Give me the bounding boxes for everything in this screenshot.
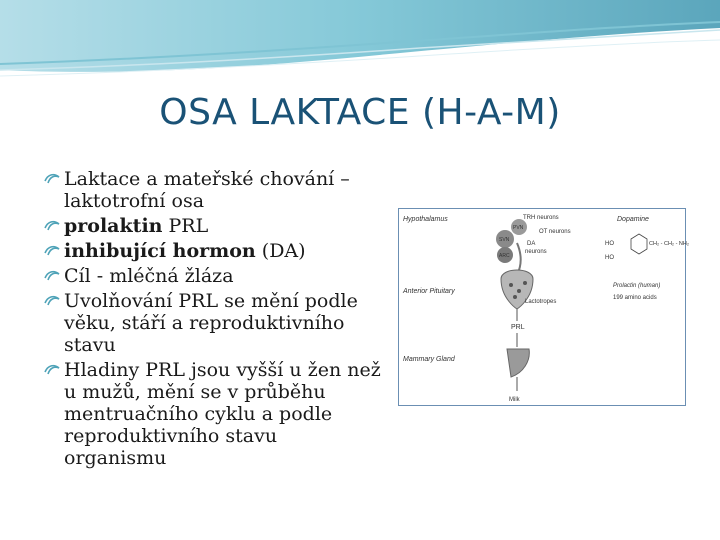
bullet-swirl-icon: [44, 219, 60, 233]
label-da: DA: [527, 241, 536, 247]
bullet-item: [44, 168, 384, 212]
label-formula: CH₂ - CH₂ - NH₂: [649, 241, 690, 247]
bullet-item: [44, 215, 384, 237]
bullet-bold-text: prolaktin: [64, 215, 163, 237]
label-ho-2: HO: [605, 255, 614, 261]
bullet-text: Cíl - mléčná žláza: [64, 265, 234, 287]
bullet-swirl-icon: [44, 294, 60, 308]
bullet-item: [44, 265, 384, 287]
label-mammary-gland: Mammary Gland: [403, 356, 455, 363]
lactation-axis-diagram: [398, 208, 690, 406]
mammary-gland-shape: [507, 349, 529, 377]
label-ho-1: HO: [605, 241, 614, 247]
label-arc: ARC: [499, 253, 510, 259]
benzene-ring: [631, 234, 647, 254]
bullet-text: (DA): [255, 240, 306, 262]
bullet-item: [44, 290, 384, 356]
bullet-swirl-icon: [44, 244, 60, 258]
bullet-swirl-icon: [44, 269, 60, 283]
label-da-neurons: neurons: [525, 249, 547, 255]
bullet-swirl-icon: [44, 172, 60, 186]
decorative-wave-banner: [0, 0, 720, 90]
page-title: OSA LAKTACE (H-A-M): [159, 92, 561, 133]
label-amino-acids: 199 amino acids: [613, 295, 657, 301]
label-anterior-pituitary: Anterior Pituitary: [403, 288, 455, 295]
label-milk: Milk: [509, 397, 520, 403]
bullet-item: [44, 359, 384, 469]
label-prolactin-human: Prolactin (human): [613, 283, 661, 289]
bullet-text: Uvolňování PRL se mění podle věku, stáří a reproduktivního stavu: [64, 290, 358, 356]
bullet-text: Hladiny PRL jsou vyšší u žen než u mužů, mění se v průběhu mentruačního cyklu a podle reproduktivního stavu organismu: [64, 359, 381, 469]
label-lactotropes: Lactotropes: [525, 299, 557, 305]
bullet-bold-text: inhibující hormon: [64, 240, 256, 262]
label-dopamine: Dopamine: [617, 216, 649, 223]
label-prl: PRL: [511, 324, 525, 331]
bullet-text: PRL: [162, 215, 209, 237]
label-hypothalamus: Hypothalamus: [403, 216, 448, 223]
bullet-swirl-icon: [44, 363, 60, 377]
diagram-canvas: [399, 209, 690, 405]
label-svn: SVN: [499, 237, 510, 243]
bullet-item: [44, 240, 384, 262]
bullet-text: Laktace a mateřské chování – laktotrofní osa: [64, 168, 350, 212]
label-trh-neurons: TRH neurons: [523, 215, 559, 221]
label-pvn: PVN: [513, 225, 524, 231]
bullet-list: [44, 168, 384, 472]
label-ot-neurons: OT neurons: [539, 229, 571, 235]
